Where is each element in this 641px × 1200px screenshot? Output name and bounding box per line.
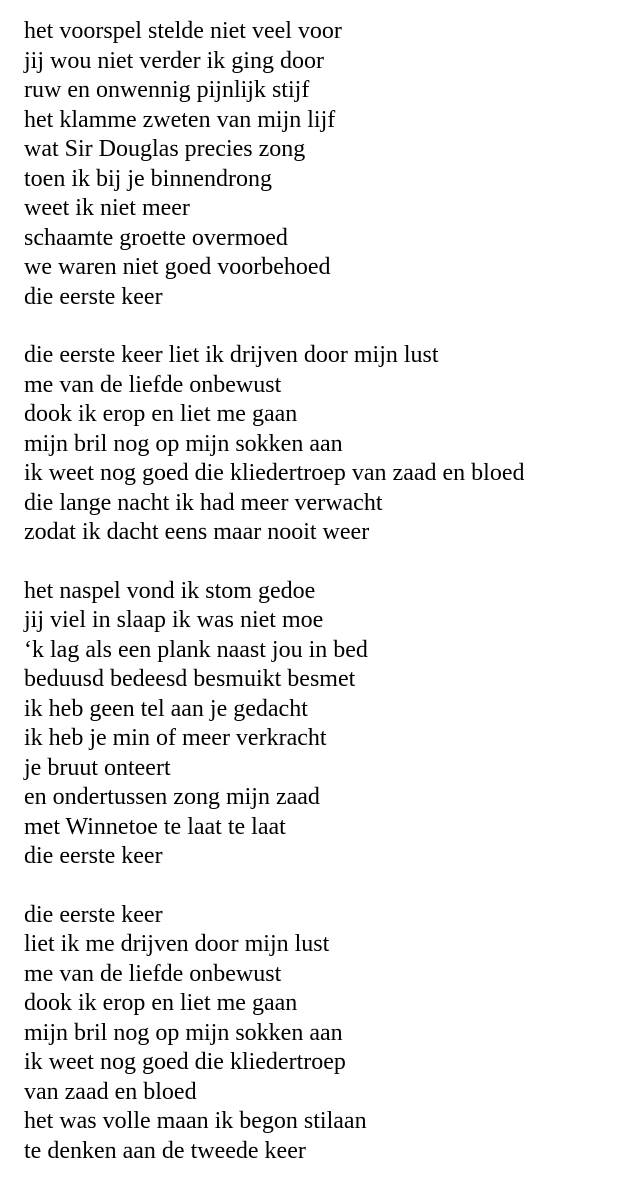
poem-line: met Winnetoe te laat te laat — [24, 813, 286, 840]
poem-line: van zaad en bloed — [24, 1078, 197, 1105]
poem-line: jij wou niet verder ik ging door — [24, 47, 324, 74]
poem-line: toen ik bij je binnendrong — [24, 165, 272, 192]
poem-line: die eerste keer liet ik drijven door mijn lust — [24, 342, 439, 368]
poem-line: me van de liefde onbewust — [24, 960, 282, 987]
poem-line: die lange nacht ik had meer verwacht — [24, 489, 383, 516]
poem-text — [24, 17, 634, 1195]
poem-line: dook ik erop en liet me gaan — [24, 990, 298, 1016]
poem-line: die eerste keer — [24, 901, 163, 928]
poem-line: schaamte groette overmoed — [24, 224, 288, 251]
poem-line: zodat ik dacht eens maar nooit weer — [24, 519, 370, 545]
poem-line: ik heb geen tel aan je gedacht — [24, 695, 308, 722]
poem-line: het voorspel stelde niet veel voor — [24, 18, 342, 44]
poem-line: we waren niet goed voorbehoed — [24, 254, 331, 280]
poem-line: beduusd bedeesd besmuikt besmet — [24, 666, 356, 692]
poem-line: ik weet nog goed die kliedertroep — [24, 1049, 346, 1075]
poem-line: ik weet nog goed die kliedertroep van zaad en bloed — [24, 460, 525, 486]
poem-line: jij viel in slaap ik was niet moe — [24, 607, 324, 633]
poem-line: die eerste keer — [24, 843, 163, 869]
poem-line: het naspel vond ik stom gedoe — [24, 577, 316, 604]
stanza-3 — [24, 577, 634, 872]
poem-line: dook ik erop en liet me gaan — [24, 401, 298, 427]
poem-line: die eerste keer — [24, 283, 163, 310]
stanza-1 — [24, 17, 634, 312]
poem-line: je bruut onteert — [24, 754, 171, 781]
stanza-4 — [24, 901, 634, 1167]
poem-line: het was volle maan ik begon stilaan — [24, 1108, 367, 1134]
poem-line: liet ik me drijven door mijn lust — [24, 931, 330, 957]
stanza-2 — [24, 341, 634, 548]
poem-line: ik heb je min of meer verkracht — [24, 725, 327, 751]
poem-line: wat Sir Douglas precies zong — [24, 136, 306, 162]
poem-line: ruw en onwennig pijnlijk stijf — [24, 77, 310, 103]
poem-line: mijn bril nog op mijn sokken aan — [24, 430, 343, 457]
poem-line: te denken aan de tweede keer — [24, 1137, 306, 1164]
poem-line: ‘k lag als een plank naast jou in bed — [24, 636, 368, 663]
poem-line: mijn bril nog op mijn sokken aan — [24, 1019, 343, 1046]
poem-line: en ondertussen zong mijn zaad — [24, 784, 320, 810]
poem-line: weet ik niet meer — [24, 195, 190, 221]
poem-line: me van de liefde onbewust — [24, 371, 282, 398]
poem-line: het klamme zweten van mijn lijf — [24, 106, 336, 133]
